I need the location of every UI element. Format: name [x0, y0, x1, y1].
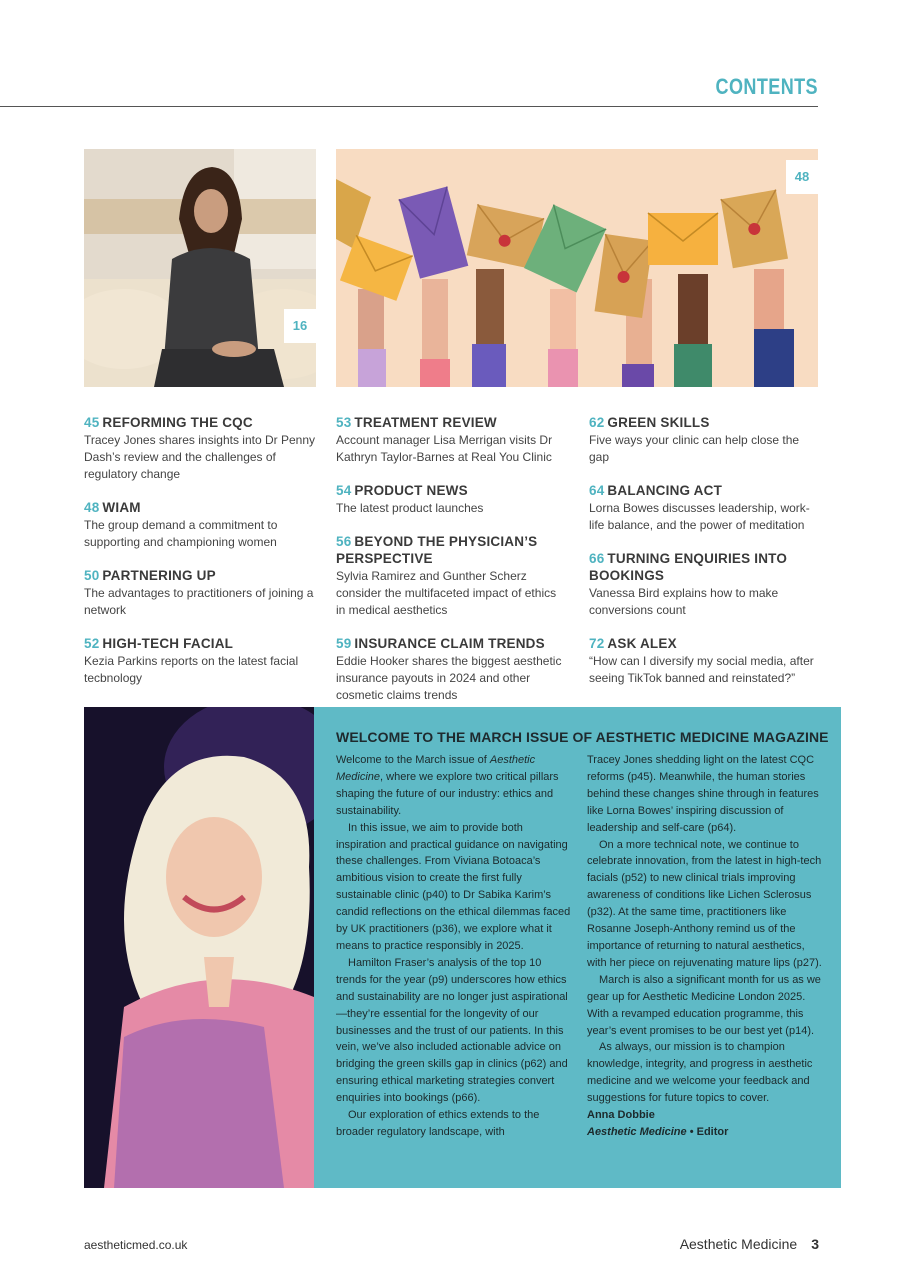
entry-heading — [336, 635, 568, 652]
entry-title: BALANCING ACT — [607, 483, 723, 498]
contents-entry[interactable] — [336, 482, 568, 517]
entry-page-number: 48 — [84, 500, 100, 515]
editorial-paragraph: Hamilton Fraser’s analysis of the top 10 trends for the year (p9) underscores how ethics and sustainability are no longer just aspirational—they’re essential for the longevity of our businesses and the trust of our patients. In this vein, we’ve also included actionable advice on bridging the green skills gap in clinics (p62) and ensuring ethical marketing strategies convert enquiries into bookings (p66). — [336, 956, 568, 1105]
entry-description: Eddie Hooker shares the biggest aesthetic insurance payouts in 2024 and other cosmetic claims trends — [336, 654, 562, 702]
entry-heading — [84, 635, 316, 652]
footer-magazine-name: Aesthetic Medicine — [679, 1236, 798, 1252]
editorial-column-right — [587, 752, 822, 1141]
editor-photo — [84, 707, 314, 1188]
contents-column-3 — [589, 414, 821, 703]
envelopes-illustration — [336, 149, 818, 387]
contents-column-1 — [84, 414, 316, 703]
entry-heading — [336, 533, 568, 567]
entry-title: TREATMENT REVIEW — [354, 415, 497, 430]
entry-description: “How can I diversify my social media, after seeing TikTok banned and reinstated?” — [589, 654, 814, 685]
page-ref-tag-48: 48 — [786, 160, 818, 194]
entry-heading — [589, 550, 821, 584]
contents-entry[interactable] — [84, 499, 316, 551]
editorial-paragraph: As always, our mission is to champion knowledge, integrity, and progress in aesthetic medicine and we welcome your feedback and suggestions for future topics to cover. — [587, 1041, 813, 1105]
entry-title: GREEN SKILLS — [607, 415, 710, 430]
page-title: CONTENTS — [715, 74, 818, 99]
entry-description: Sylvia Ramirez and Gunther Scherz consider the multifaceted impact of ethics in medical aesthetics — [336, 569, 557, 617]
editorial-paragraph: On a more technical note, we continue to celebrate innovation, from the latest in high-tech facials (p52) to new clinical trials improving awareness of conditions like Lichen Sclerosus (p32). At the same time, practitioners like Rosanne Joseph-Anthony remind us of the importance of returning to natural aesthetics, with her piece on rejuvenating mature lips (p27). — [587, 838, 822, 969]
entry-heading — [336, 482, 568, 499]
entry-title: ASK ALEX — [607, 636, 677, 651]
entry-heading — [84, 414, 316, 431]
entry-title: TURNING ENQUIRIES INTO BOOKINGS — [589, 551, 788, 583]
entry-page-number: 59 — [336, 636, 352, 651]
entry-page-number: 72 — [589, 636, 605, 651]
entry-description: The latest product launches — [336, 501, 484, 515]
contents-entry[interactable] — [589, 482, 821, 534]
editorial-text: Welcome to the March issue of — [336, 754, 490, 766]
editorial-text: , where we explore two critical pillars shaping the future of our industry: ethics and sustainability. — [336, 770, 559, 817]
contents-entry[interactable] — [84, 635, 316, 687]
entry-page-number: 62 — [589, 415, 605, 430]
contents-entry[interactable] — [589, 414, 821, 466]
entry-title: PRODUCT NEWS — [354, 483, 468, 498]
entry-description: Five ways your clinic can help close the gap — [589, 433, 800, 464]
contents-entry[interactable] — [336, 635, 568, 704]
entry-title: PARTNERING UP — [102, 568, 216, 583]
editor-signature-name: Anna Dobbie — [587, 1109, 655, 1122]
contents-entry[interactable] — [589, 550, 821, 619]
editor-signature-publication: Aesthetic Medicine — [587, 1125, 687, 1138]
editorial-paragraph: March is also a significant month for us as we gear up for Aesthetic Medicine London 2025. With a revamped education programme, this year’s event promises to be our best yet (p14). — [587, 973, 821, 1037]
editorial-panel — [314, 707, 841, 1188]
contents-entry[interactable] — [84, 414, 316, 483]
entry-page-number: 56 — [336, 534, 352, 549]
entry-title: BEYOND THE PHYSICIAN’S PERSPECTIVE — [336, 534, 538, 566]
contents-entry[interactable] — [336, 533, 568, 619]
header-divider — [0, 106, 818, 107]
editorial-paragraph: Our exploration of ethics extends to the broader regulatory landscape, with — [336, 1109, 540, 1138]
entry-heading — [84, 499, 316, 516]
editorial-column-left — [336, 752, 571, 1141]
entry-page-number: 52 — [84, 636, 100, 651]
editor-signature-role — [587, 1124, 822, 1141]
editorial-publication-name: Aesthetic Medicine — [336, 754, 536, 783]
contents-entry[interactable] — [336, 414, 568, 466]
entry-heading — [589, 414, 821, 431]
editorial-paragraph — [336, 752, 571, 820]
entry-heading — [336, 414, 568, 431]
entry-page-number: 64 — [589, 483, 605, 498]
entry-page-number: 45 — [84, 415, 100, 430]
entry-page-number: 54 — [336, 483, 352, 498]
footer-folio — [680, 1236, 819, 1252]
entry-description: Vanessa Bird explains how to make conversions count — [589, 586, 779, 617]
entry-description: Account manager Lisa Merrigan visits Dr Kathryn Taylor-Barnes at Real You Clinic — [336, 433, 553, 464]
page-number: 3 — [811, 1236, 819, 1252]
contents-entry[interactable] — [84, 567, 316, 619]
page-ref-tag-16: 16 — [284, 309, 316, 343]
editor-signature-title: • Editor — [686, 1125, 729, 1138]
practitioner-illustration — [84, 149, 316, 387]
editorial-paragraph: In this issue, we aim to provide both inspiration and practical guidance on navigating these challenges. From Viviana Botoaca’s ambitious vision to create the first fully sustainable clinic (p40) to Dr Sabika Karim’s candid reflections on the ethical dilemmas faced by UK practitioners (p36), we explore what it means to practice responsibly in 2025. — [336, 821, 571, 952]
contents-column-2 — [336, 414, 568, 720]
entry-page-number: 50 — [84, 568, 100, 583]
entry-heading — [589, 635, 821, 652]
practitioner-photo — [84, 149, 316, 387]
editorial-paragraph: Tracey Jones shedding light on the latest CQC reforms (p45). Meanwhile, the human stories behind these changes shine through in features like Lorna Bowes’ inspiring discussion of leadership and self-care (p64). — [587, 754, 819, 834]
entry-heading — [589, 482, 821, 499]
entry-title: WIAM — [102, 500, 141, 515]
contents-entry[interactable] — [589, 635, 821, 687]
entry-description: The advantages to practitioners of joining a network — [84, 586, 314, 617]
entry-page-number: 53 — [336, 415, 352, 430]
editor-illustration — [84, 707, 314, 1188]
hands-envelopes-art — [336, 149, 818, 387]
entry-heading — [84, 567, 316, 584]
entry-description: Kezia Parkins reports on the latest facial tecbnology — [84, 654, 299, 685]
entry-page-number: 66 — [589, 551, 605, 566]
entry-description: Lorna Bowes discusses leadership, work-life balance, and the power of meditation — [589, 501, 810, 532]
footer-website[interactable]: aestheticmed.co.uk — [84, 1238, 188, 1252]
entry-title: HIGH-TECH FACIAL — [102, 636, 234, 651]
entry-description: The group demand a commitment to supporting and championing women — [84, 518, 278, 549]
entry-description: Tracey Jones shares insights into Dr Penny Dash’s review and the challenges of regulatory change — [84, 433, 315, 481]
entry-title: INSURANCE CLAIM TRENDS — [354, 636, 545, 651]
entry-title: REFORMING THE CQC — [102, 415, 253, 430]
editorial-title: WELCOME TO THE MARCH ISSUE OF AESTHETIC MEDICINE MAGAZINE — [336, 729, 829, 745]
